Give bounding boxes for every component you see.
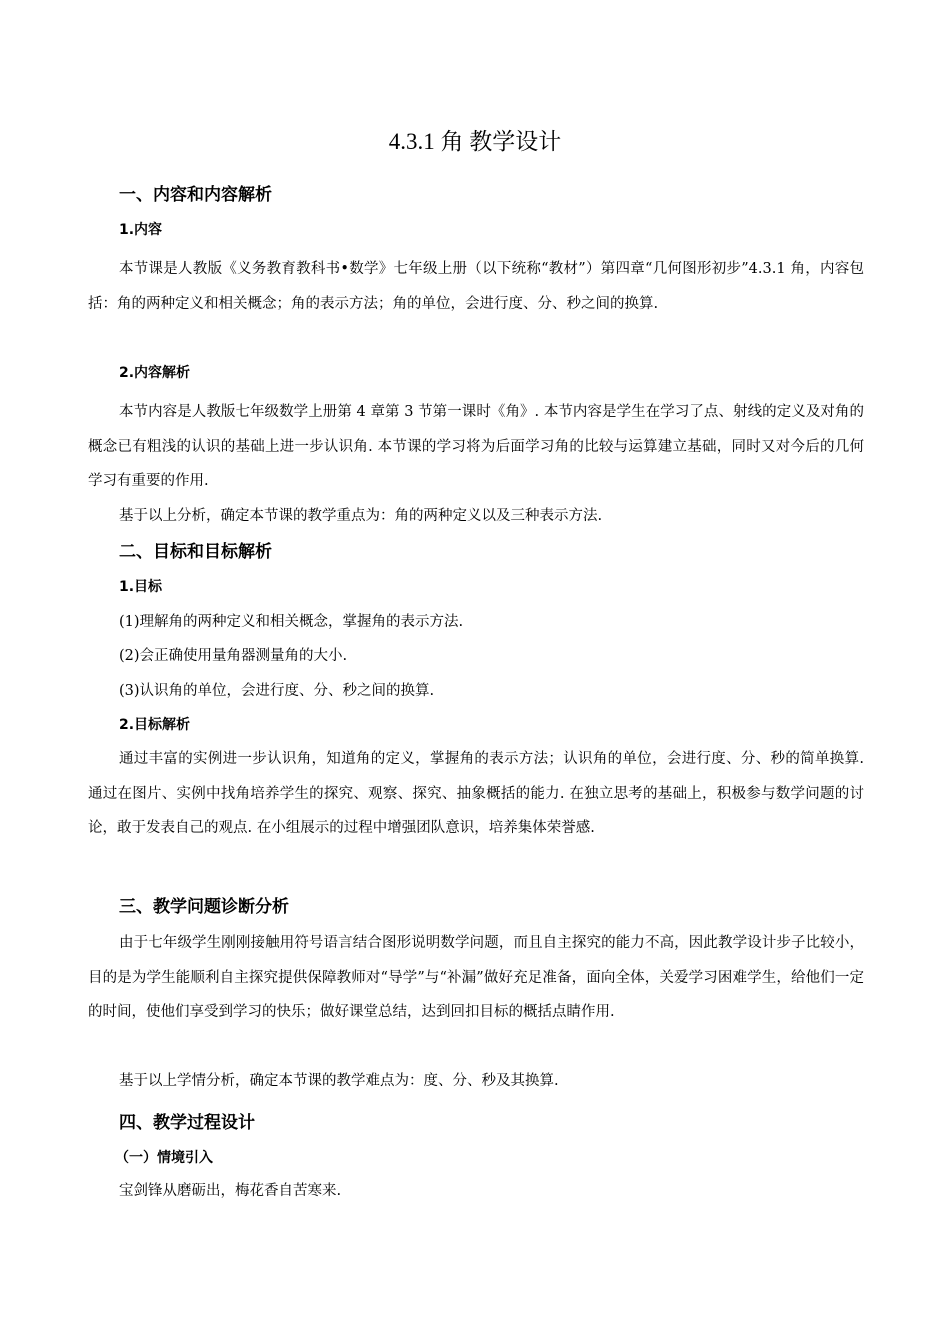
section-1-sub-content: 1.内容 [119,222,163,238]
section-3-difficulty-paragraph: 基于以上学情分析，确定本节课的教学难点为：度、分、秒及其换算. [119,1073,559,1089]
section-1-content-paragraph: 本节课是人教版《义务教育教科书•数学》七年级上册（以下统称“教材”）第四章“几何图形初步”4.3.1 角，内容包括：角的两种定义和相关概念；角的表示方法；角的单位，会进行度、分、秒之间的换算. [88,261,864,312]
section-2-sub-analysis: 2.目标解析 [119,717,191,733]
document-title: 4.3.1 角 教学设计 [388,129,562,154]
section-2-sub-goals: 1.目标 [119,579,163,595]
goal-item-3: (3)认识角的单位，会进行度、分、秒之间的换算. [119,683,435,699]
section-3-heading: 三、教学问题诊断分析 [119,897,289,917]
section-4-intro-paragraph: 宝剑锋从磨砺出，梅花香自苦寒来. [119,1183,342,1199]
section-1-sub-analysis: 2.内容解析 [119,365,191,381]
section-1-focus-paragraph: 基于以上分析，确定本节课的教学重点为：角的两种定义以及三种表示方法. [119,508,603,524]
section-4-sub-intro: （一）情境引入 [115,1150,213,1166]
goal-item-1: (1)理解角的两种定义和相关概念，掌握角的表示方法. [119,614,464,630]
section-3-paragraph: 由于七年级学生刚刚接触用符号语言结合图形说明数学问题，而且自主探究的能力不高，因此教学设计步子比较小，目的是为学生能顺利自主探究提供保障教师对“导学”与“补漏”做好充足准备，面向全体，关爱学习困难学生，给他们一定的时间，使他们享受到学习的快乐；做好课堂总结，达到回扣目标的概括点睛作用. [88,935,864,1020]
goal-item-2: (2)会正确使用量角器测量角的大小. [119,648,348,664]
section-1-heading: 一、内容和内容解析 [119,185,272,205]
section-2-analysis-paragraph: 通过丰富的实例进一步认识角，知道角的定义，掌握角的表示方法；认识角的单位，会进行度、分、秒的简单换算. 通过在图片、实例中找角培养学生的探究、观察、探究、抽象概括的能力. 在独立思考的基础上，积极参与数学问题的讨论，敢于发表自己的观点. 在小组展示的过程中增强团队意识，培养集体荣誉感. [88,751,864,836]
section-2-heading: 二、目标和目标解析 [119,542,272,562]
section-4-heading: 四、教学过程设计 [119,1113,255,1133]
section-1-analysis-paragraph: 本节内容是人教版七年级数学上册第 4 章第 3 节第一课时《角》. 本节内容是学生在学习了点、射线的定义及对角的概念已有粗浅的认识的基础上进一步认识角. 本节课的学习将为后面学习角的比较与运算建立基础，同时又对今后的几何学习有重要的作用. [88,404,864,489]
